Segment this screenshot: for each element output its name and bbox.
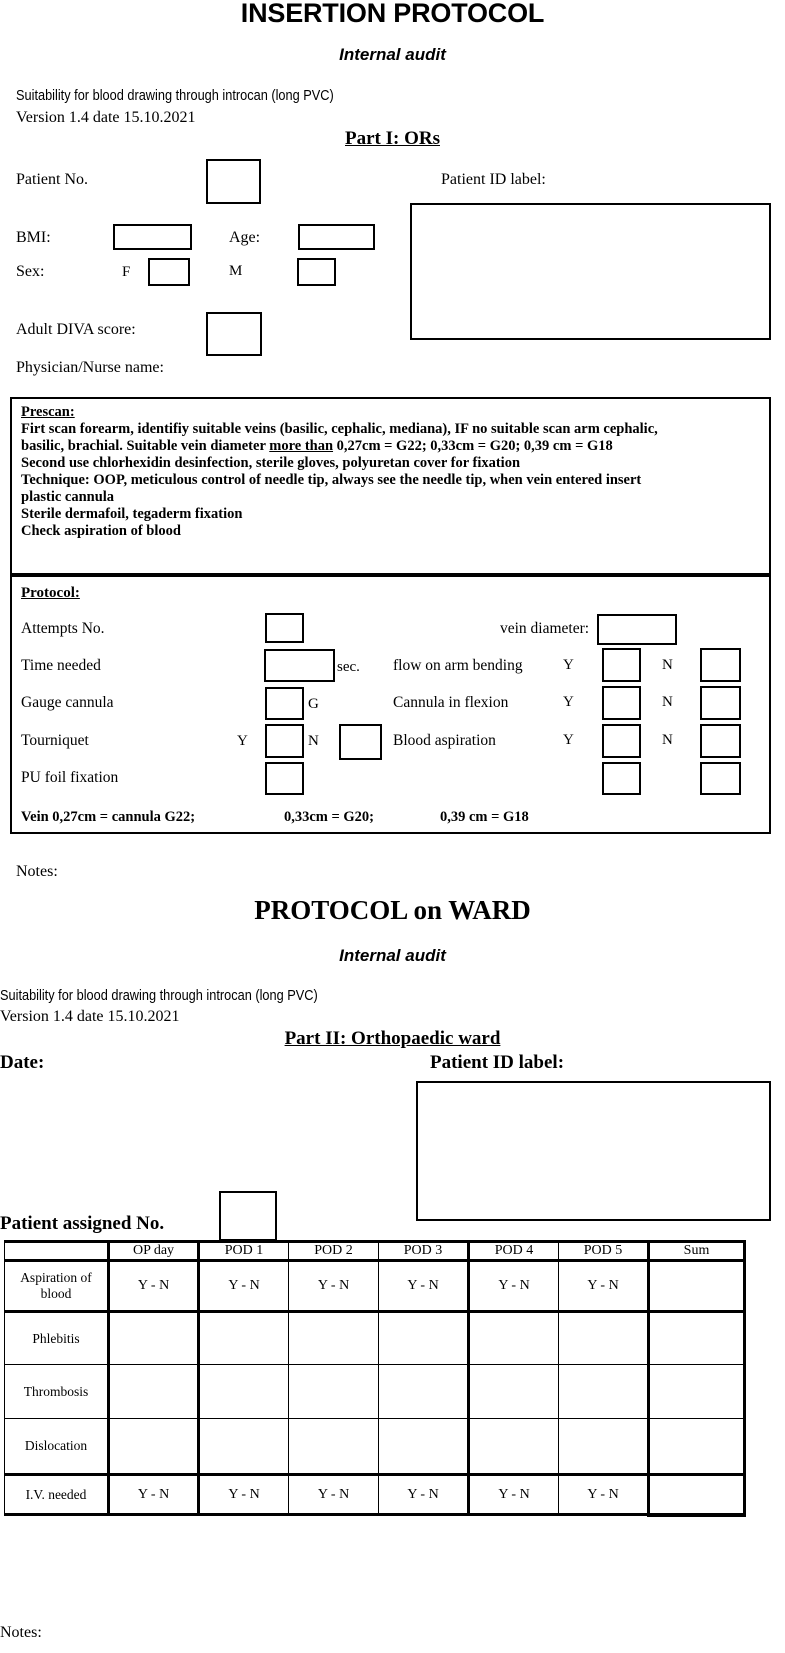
patient-assigned-no-label: Patient assigned No. [0, 1213, 165, 1234]
cell-aspiration-op-day[interactable]: Y - N [109, 1261, 199, 1312]
pu-foil-input[interactable] [265, 762, 304, 795]
part2-version-line: Version 1.4 date 15.10.2021 [0, 1008, 180, 1025]
part1-subtitle: Internal audit [339, 45, 446, 64]
cell-dislocation-pod-2[interactable] [289, 1419, 379, 1475]
part1-version-line: Version 1.4 date 15.10.2021 [16, 109, 196, 126]
cell-aspiration-pod-1[interactable]: Y - N [199, 1261, 289, 1312]
prescan-line-5: plastic cannula [21, 489, 115, 505]
protocol-panel [10, 575, 771, 834]
table-row [5, 1312, 745, 1365]
tourniquet-yes-label: Y [237, 733, 248, 749]
time-needed-label: Time needed [21, 657, 101, 674]
gauge-cannula-label: Gauge cannula [21, 694, 114, 711]
sex-male-checkbox[interactable] [297, 258, 336, 286]
prescan-panel [10, 397, 771, 575]
cell-phlebitis-op-day[interactable] [109, 1312, 199, 1365]
part2-title: PROTOCOL on WARD [254, 895, 531, 925]
flow-on-arm-bending-label: flow on arm bending [393, 657, 523, 674]
col-header-pod-3: POD 3 [379, 1242, 469, 1261]
col-header-pod-1: POD 1 [199, 1242, 289, 1261]
cell-iv-pod-3[interactable]: Y - N [379, 1475, 469, 1515]
cell-dislocation-pod-5[interactable] [559, 1419, 649, 1475]
diva-score-input[interactable] [206, 312, 262, 356]
flexion-yes-label: Y [563, 694, 574, 710]
col-header-sum: Sum [649, 1242, 745, 1261]
prescan-line-3: Second use chlorhexidin desinfection, sterile gloves, polyuretan cover for fixation [21, 455, 521, 471]
cannula-in-flexion-label: Cannula in flexion [393, 694, 509, 711]
tourniquet-yes-checkbox[interactable] [265, 724, 304, 758]
part1-title: INSERTION PROTOCOL [240, 0, 545, 28]
col-header-blank [5, 1242, 109, 1261]
cell-thrombosis-sum[interactable] [649, 1365, 745, 1419]
seconds-unit-label: sec. [337, 659, 360, 675]
date-label: Date: [0, 1052, 45, 1073]
row-label-phlebitis: Phlebitis [5, 1312, 109, 1365]
cell-dislocation-op-day[interactable] [109, 1419, 199, 1475]
patient-no-label: Patient No. [16, 171, 88, 188]
vein-gauge-key-3: 0,39 cm = G18 [440, 809, 529, 825]
attempts-no-input[interactable] [265, 613, 304, 643]
cell-dislocation-pod-3[interactable] [379, 1419, 469, 1475]
blood-aspiration-no-checkbox[interactable] [700, 724, 741, 758]
gauge-cannula-input[interactable] [265, 687, 304, 720]
col-header-op-day: OP day [109, 1242, 199, 1261]
part1-suitability-line: Suitability for blood drawing through introcan (long PVC) [16, 88, 334, 104]
prescan-line-1: Firt scan forearm, identifiy suitable veins (basilic, cephalic, mediana), IF no suitable scan arm cephalic, [21, 421, 658, 437]
pu-foil-no-checkbox[interactable] [700, 762, 741, 795]
prescan-line-6: Sterile dermafoil, tegaderm fixation [21, 506, 243, 522]
part2-subtitle: Internal audit [339, 946, 446, 965]
cell-aspiration-pod-4[interactable]: Y - N [469, 1261, 559, 1312]
sex-label: Sex: [16, 263, 45, 280]
cell-phlebitis-pod-4[interactable] [469, 1312, 559, 1365]
row-label-aspiration-of-blood: Aspiration of blood [5, 1261, 109, 1312]
flexion-no-checkbox[interactable] [700, 686, 741, 720]
table-row [5, 1419, 745, 1475]
tourniquet-no-checkbox[interactable] [339, 724, 382, 760]
cell-iv-pod-1[interactable]: Y - N [199, 1475, 289, 1515]
vein-diameter-label: vein diameter: [500, 620, 590, 637]
flow-yes-label: Y [563, 657, 574, 673]
sex-female-checkbox[interactable] [148, 258, 190, 286]
table-header-row [5, 1242, 745, 1261]
col-header-pod-2: POD 2 [289, 1242, 379, 1261]
protocol-heading: Protocol: [21, 585, 80, 601]
cell-aspiration-pod-2[interactable]: Y - N [289, 1261, 379, 1312]
cell-aspiration-sum[interactable] [649, 1261, 745, 1312]
blood-aspiration-label: Blood aspiration [393, 732, 496, 749]
cell-phlebitis-pod-3[interactable] [379, 1312, 469, 1365]
prescan-line-4: Technique: OOP, meticulous control of needle tip, always see the needle tip, when vein entered insert [21, 472, 642, 488]
row-label-thrombosis: Thrombosis [5, 1365, 109, 1419]
cell-dislocation-pod-4[interactable] [469, 1419, 559, 1475]
prescan-heading: Prescan: [21, 404, 75, 420]
diva-score-label: Adult DIVA score: [16, 321, 136, 338]
cell-phlebitis-pod-5[interactable] [559, 1312, 649, 1365]
prescan-line-7: Check aspiration of blood [21, 523, 181, 539]
sex-male-label: M [229, 263, 243, 279]
age-input[interactable] [298, 224, 375, 250]
tourniquet-no-label: N [308, 733, 319, 749]
bmi-label: BMI: [16, 229, 51, 246]
time-needed-input[interactable] [264, 649, 335, 682]
prescan-more-than: more than [269, 438, 334, 454]
cell-iv-pod-4[interactable]: Y - N [469, 1475, 559, 1515]
pu-foil-yes-checkbox[interactable] [602, 762, 641, 795]
part2-patient-id-label-box[interactable] [416, 1081, 771, 1221]
part2-part-heading: Part II: Orthopaedic ward [284, 1028, 501, 1049]
blood-aspiration-yes-checkbox[interactable] [602, 724, 641, 758]
cell-iv-pod-5[interactable]: Y - N [559, 1475, 649, 1515]
part1-notes-label: Notes: [16, 863, 58, 880]
ward-observation-table [4, 1240, 746, 1517]
flexion-yes-checkbox[interactable] [602, 686, 641, 720]
row-label-dislocation: Dislocation [5, 1419, 109, 1475]
flow-no-checkbox[interactable] [700, 648, 741, 682]
cell-thrombosis-op-day[interactable] [109, 1365, 199, 1419]
physician-name-label: Physician/Nurse name: [16, 359, 164, 376]
row-label-iv-needed: I.V. needed [5, 1475, 109, 1515]
part2-patient-id-label: Patient ID label: [430, 1052, 565, 1073]
cell-thrombosis-pod-1[interactable] [199, 1365, 289, 1419]
cell-thrombosis-pod-3[interactable] [379, 1365, 469, 1419]
attempts-no-label: Attempts No. [21, 620, 105, 637]
cell-phlebitis-pod-2[interactable] [289, 1312, 379, 1365]
flow-no-label: N [662, 657, 673, 673]
col-header-pod-5: POD 5 [559, 1242, 649, 1261]
blood-aspiration-no-label: N [662, 732, 673, 748]
flexion-no-label: N [662, 694, 673, 710]
table-row [5, 1261, 745, 1312]
flow-yes-checkbox[interactable] [602, 648, 641, 682]
blood-aspiration-yes-label: Y [563, 732, 574, 748]
vein-gauge-key-2: 0,33cm = G20; [284, 809, 375, 825]
cell-thrombosis-pod-4[interactable] [469, 1365, 559, 1419]
patient-id-label-box[interactable] [410, 203, 771, 340]
prescan-line-2 [21, 438, 613, 455]
cell-iv-op-day[interactable]: Y - N [109, 1475, 199, 1515]
cell-iv-pod-2[interactable]: Y - N [289, 1475, 379, 1515]
cell-thrombosis-pod-5[interactable] [559, 1365, 649, 1419]
cell-dislocation-sum[interactable] [649, 1419, 745, 1475]
gauge-unit-label: G [308, 696, 319, 712]
part1-part-heading: Part I: ORs [345, 128, 440, 149]
col-header-pod-4: POD 4 [469, 1242, 559, 1261]
patient-assigned-no-input[interactable] [219, 1191, 277, 1241]
cell-phlebitis-pod-1[interactable] [199, 1312, 289, 1365]
vein-gauge-key-1: Vein 0,27cm = cannula G22; [21, 809, 196, 825]
table-row [5, 1365, 745, 1419]
age-label: Age: [229, 229, 261, 246]
cell-dislocation-pod-1[interactable] [199, 1419, 289, 1475]
patient-id-label: Patient ID label: [441, 171, 546, 188]
cell-phlebitis-sum[interactable] [649, 1312, 745, 1365]
sex-female-label: F [122, 264, 131, 280]
tourniquet-label: Tourniquet [21, 732, 89, 749]
vein-diameter-input[interactable] [597, 614, 677, 645]
part2-suitability-line: Suitability for blood drawing through introcan (long PVC) [0, 988, 318, 1004]
cell-aspiration-pod-5[interactable]: Y - N [559, 1261, 649, 1312]
prescan-line-2a: basilic, brachial. Suitable vein diameter [21, 438, 270, 454]
cell-iv-sum[interactable] [649, 1475, 745, 1515]
cell-aspiration-pod-3[interactable]: Y - N [379, 1261, 469, 1312]
pu-foil-fixation-label: PU foil fixation [21, 769, 119, 786]
prescan-line-2c: 0,27cm = G22; 0,33cm = G20; 0,39 cm = G18 [333, 438, 613, 454]
bmi-input[interactable] [113, 224, 192, 250]
table-row [5, 1475, 745, 1515]
cell-thrombosis-pod-2[interactable] [289, 1365, 379, 1419]
patient-no-input[interactable] [206, 159, 261, 204]
part2-notes-label: Notes: [0, 1624, 42, 1641]
